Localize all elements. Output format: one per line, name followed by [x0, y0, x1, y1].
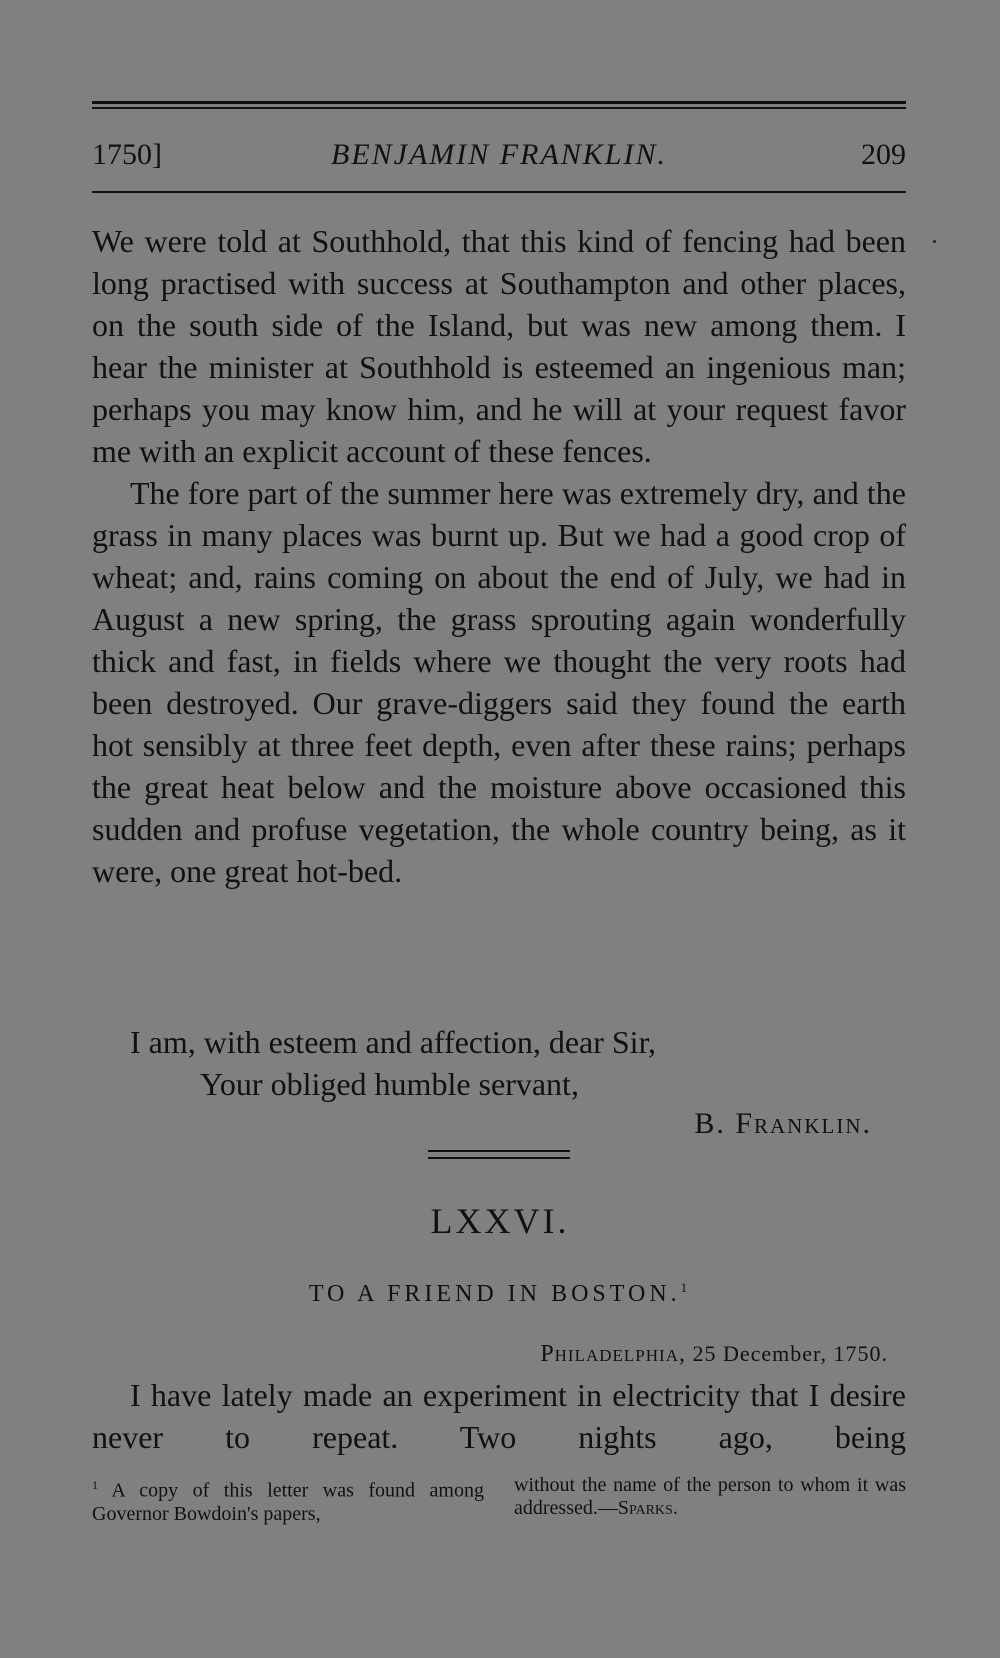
letter-title-text: TO A FRIEND IN BOSTON.: [308, 1281, 681, 1307]
page-number: 209: [861, 138, 906, 171]
dateline: [540, 1341, 888, 1368]
margin-speck: [933, 240, 936, 243]
running-head: [92, 138, 906, 178]
footnote-column-right: [514, 1474, 906, 1526]
signature: B. Franklin.: [694, 1107, 872, 1140]
footnote-text-left: A copy of this letter was found among Governor Bowdoin's papers,: [92, 1479, 484, 1525]
footnote-mark: 1: [92, 1478, 98, 1492]
new-letter-body: [92, 1374, 906, 1458]
paragraph-electricity: I have lately made an experiment in electricity that I desire never to repeat. Two nights ago, being: [92, 1377, 906, 1455]
header-double-rule: [92, 101, 906, 109]
footnote-reference: 1: [680, 1280, 692, 1295]
closing-salutation: I am, with esteem and affection, dear Sir,: [130, 1024, 656, 1060]
header-rule: [92, 191, 906, 193]
dateline-date: 25 December, 1750.: [692, 1341, 888, 1366]
section-divider: [428, 1150, 570, 1159]
footnote-source: Sparks.: [617, 1497, 678, 1519]
closing-servant: Your obliged humble servant,: [200, 1066, 579, 1102]
footnote-column-left: [92, 1474, 484, 1526]
running-head-title: BENJAMIN FRANKLIN.: [331, 138, 667, 171]
paragraph-southhold: We were told at Southhold, that this kind of fencing had been long practised with success at Southampton and other places, on the south side of the Island, but was new among them. I hear the minister at Southhold is esteemed an ingenious man; perhaps you may know him, and he will at your request favor me with an explicit account of these fences.: [92, 223, 906, 469]
footnote-text-right: without the name of the person to whom it was addressed.—: [514, 1474, 906, 1519]
letter-number: LXXVI.: [430, 1201, 570, 1241]
footnotes: [92, 1474, 906, 1526]
letter-body-continued: [92, 220, 906, 892]
paragraph-summer: The fore part of the summer here was extremely dry, and the grass in many places was burnt up. But we had a good crop of wheat; and, rains coming on about the end of July, we had in August a new spring, the grass sprouting again wonderfully thick and fast, in fields where we thought the very roots had been destroyed. Our grave-diggers said they found the earth hot sensibly at three feet depth, even after these rains; perhaps the great heat below and the moisture above occasioned this sudden and profuse vegetation, the whole country being, as it were, one great hot-bed.: [92, 475, 906, 889]
dateline-place: Philadelphia,: [540, 1341, 686, 1367]
letter-title: [0, 1280, 1000, 1308]
running-head-year: 1750]: [92, 138, 162, 171]
